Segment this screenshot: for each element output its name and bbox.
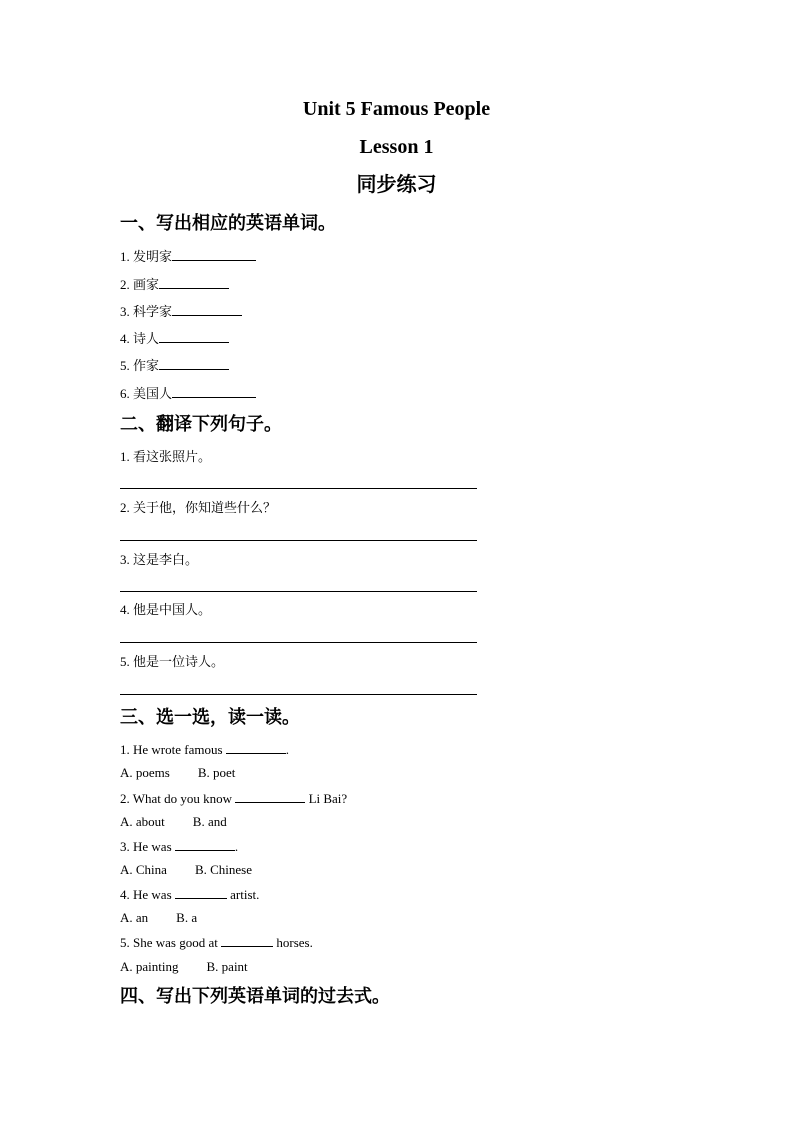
question-text: 2. What do you know Li Bai? — [120, 791, 348, 806]
answer-line[interactable] — [120, 540, 477, 541]
section1-item: 2. 画家 — [120, 276, 229, 293]
section1-item: 3. 科学家 — [120, 303, 242, 320]
answer-blank[interactable] — [226, 741, 286, 754]
unit-title: Unit 5 Famous People — [302, 98, 491, 120]
question-options — [120, 765, 235, 781]
answer-line[interactable] — [120, 591, 477, 592]
question-options — [120, 910, 197, 926]
question-options — [120, 814, 227, 830]
section2-item: 3. 这是李白。 — [120, 552, 199, 567]
question-text: 4. He was artist. — [120, 887, 260, 902]
option-a[interactable]: A. painting — [120, 959, 179, 974]
answer-blank[interactable] — [172, 385, 256, 398]
answer-blank[interactable] — [235, 790, 305, 803]
worksheet-subtitle: 同步练习 — [356, 174, 437, 196]
option-b[interactable]: B. a — [176, 910, 198, 925]
question-text: 1. He wrote famous . — [120, 742, 290, 757]
answer-blank[interactable] — [175, 838, 235, 851]
answer-line[interactable] — [120, 488, 477, 489]
option-a[interactable]: A. poems — [120, 765, 170, 780]
section1-item: 6. 美国人 — [120, 385, 256, 402]
answer-blank[interactable] — [159, 330, 229, 343]
answer-line[interactable] — [120, 694, 477, 695]
section2-item: 4. 他是中国人。 — [120, 602, 212, 617]
answer-blank[interactable] — [221, 934, 273, 947]
answer-blank[interactable] — [172, 248, 256, 261]
option-a[interactable]: A. an — [120, 910, 149, 925]
section1-item: 1. 发明家 — [120, 248, 256, 265]
answer-blank[interactable] — [172, 303, 242, 316]
lesson-title: Lesson 1 — [359, 136, 434, 158]
option-a[interactable]: A. about — [120, 814, 165, 829]
question-options — [120, 862, 252, 878]
section1-item: 5. 作家 — [120, 357, 229, 374]
answer-blank[interactable] — [159, 276, 229, 289]
answer-blank[interactable] — [159, 357, 229, 370]
option-b[interactable]: B. and — [192, 814, 227, 829]
answer-line[interactable] — [120, 642, 477, 643]
section2-heading: 二、翻译下列句子。 — [120, 414, 282, 434]
section4-heading: 四、写出下列英语单词的过去式。 — [120, 986, 390, 1006]
section1-heading: 一、写出相应的英语单词。 — [120, 213, 336, 233]
question-text: 5. She was good at horses. — [120, 935, 313, 950]
section3-heading: 三、选一选，读一读。 — [120, 707, 300, 727]
option-a[interactable]: A. China — [120, 862, 167, 877]
question-options — [120, 959, 248, 975]
section2-item: 2. 关于他，你知道些什么？ — [120, 500, 277, 515]
option-b[interactable]: B. poet — [197, 765, 236, 780]
option-b[interactable]: B. paint — [206, 959, 248, 974]
question-text: 3. He was . — [120, 839, 239, 854]
section2-item: 5. 他是一位诗人。 — [120, 654, 225, 669]
section1-item: 4. 诗人 — [120, 330, 229, 347]
answer-blank[interactable] — [175, 886, 227, 899]
option-b[interactable]: B. Chinese — [194, 862, 253, 877]
section2-item: 1. 看这张照片。 — [120, 449, 212, 464]
